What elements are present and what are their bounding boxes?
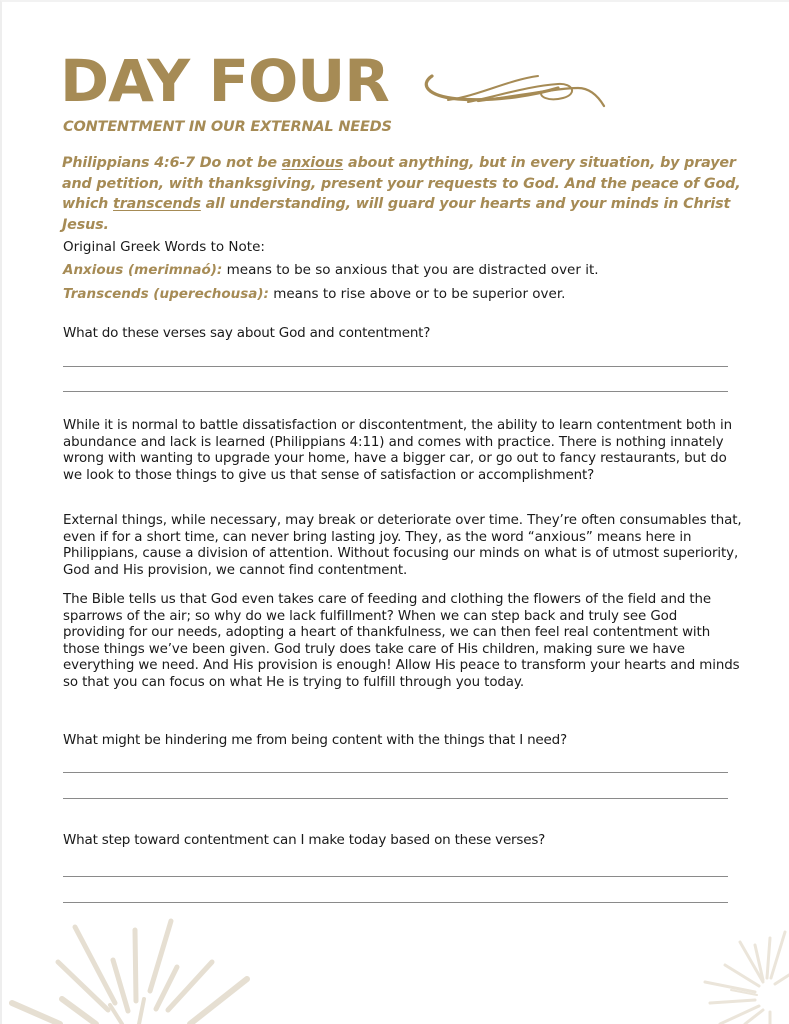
verse-text: about anything, but in every situation, by prayer and petition, with thanksgiving, present your requests to God. And the peace of God, which [62, 155, 741, 212]
reflection-question: What might be hindering me from being content with the things that I need? [63, 732, 567, 748]
page-title: DAY FOUR [60, 47, 389, 115]
body-paragraph: External things, while necessary, may break or deteriorate over time. They’re often consumables that, even if for a short time, can never bring lasting joy. They, as the word “anxious” means here in Philippians, cause a division of attention. Without focusing our minds on what is of utmost superiority, God and His provision, we cannot find contentment. [63, 513, 742, 578]
verse-keyword-transcends: transcends [113, 196, 201, 212]
reflection-question: What do these verses say about God and contentment? [63, 325, 431, 341]
answer-line[interactable] [63, 391, 728, 392]
greek-word-item [63, 286, 565, 302]
body-paragraph: The Bible tells us that God even takes care of feeding and clothing the flowers of the field and the sparrows of the air; so why do we lack fulfillment? When we can step back and truly see God providing for our needs, adopting a heart of thankfulness, we can then feel real contentment with those things we’ve been given. God truly does take care of His children, making sure we have everything we need. And His provision is enough! Allow His peace to transform your hearts and minds so that you can focus on what He is trying to fulfill through you today. [63, 592, 740, 690]
answer-line[interactable] [63, 772, 728, 773]
reflection-question: What step toward contentment can I make today based on these verses? [63, 832, 546, 848]
verse-text: all understanding, will guard your hearts and your minds in Christ Jesus. [62, 196, 731, 233]
greek-term: Anxious (merimnaó): [63, 262, 223, 278]
answer-line[interactable] [63, 366, 728, 367]
sunburst-icon [675, 920, 789, 1024]
greek-definition: means to be so anxious that you are distracted over it. [222, 262, 599, 278]
verse-keyword-anxious: anxious [281, 155, 344, 171]
answer-line[interactable] [63, 902, 728, 903]
sunburst-icon [0, 915, 270, 1024]
greek-words-heading: Original Greek Words to Note: [63, 239, 265, 255]
greek-term: Transcends (uperechousa): [63, 286, 269, 302]
verse-text: Do not be [194, 155, 282, 171]
answer-line[interactable] [63, 876, 728, 877]
page-subtitle: CONTENTMENT IN OUR EXTERNAL NEEDS [63, 119, 392, 135]
greek-definition: means to rise above or to be superior over. [268, 286, 566, 302]
body-paragraph: While it is normal to battle dissatisfaction or discontentment, the ability to learn contentment both in abundance and lack is learned (Philippians 4:11) and comes with practice. There is nothing innately wrong with wanting to upgrade your home, have a bigger car, or go out to fancy restaurants, but do we look to those things to give us that sense of satisfaction or accomplishment? [63, 418, 733, 483]
verse-reference: Philippians 4:6-7 [62, 155, 195, 171]
answer-line[interactable] [63, 798, 728, 799]
greek-word-item [63, 262, 599, 278]
flourish-swirl-icon [418, 66, 608, 118]
scripture-verse [62, 153, 762, 235]
